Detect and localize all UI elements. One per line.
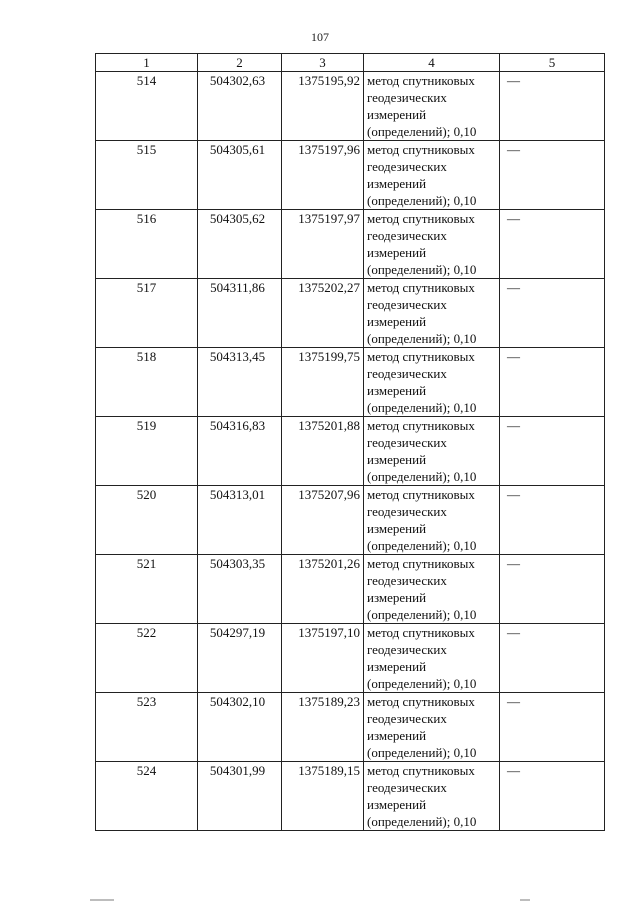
method-text-line: метод спутниковых (367, 73, 475, 88)
method-cell (364, 624, 500, 693)
method-text-line: (определений); 0,10 (367, 193, 477, 208)
table-body (96, 72, 605, 831)
table-row (96, 279, 605, 348)
y-coordinate-cell: 1375199,75 (282, 348, 364, 417)
description-cell: — (500, 555, 605, 624)
page-number: 107 (311, 30, 329, 44)
y-coordinate-cell: 1375197,10 (282, 624, 364, 693)
method-text-line: метод спутниковых (367, 280, 475, 295)
description-cell: — (500, 486, 605, 555)
method-text-line: измерений (367, 590, 427, 605)
method-text-line: (определений); 0,10 (367, 814, 477, 829)
table-row (96, 555, 605, 624)
x-coordinate-cell: 504303,35 (198, 555, 282, 624)
column-header: 2 (198, 54, 282, 72)
x-coordinate-cell: 504313,01 (198, 486, 282, 555)
method-text-line: геодезических (367, 159, 447, 174)
x-coordinate-cell: 504301,99 (198, 762, 282, 831)
method-text-line: (определений); 0,10 (367, 469, 477, 484)
scan-artifact-mark (90, 899, 114, 901)
table-row (96, 762, 605, 831)
point-number-cell: 523 (96, 693, 198, 762)
table-row (96, 348, 605, 417)
method-text-line: геодезических (367, 642, 447, 657)
column-header: 4 (364, 54, 500, 72)
table-row (96, 210, 605, 279)
point-number-cell: 518 (96, 348, 198, 417)
description-cell: — (500, 72, 605, 141)
table-header-row (96, 54, 605, 72)
method-text-line: метод спутниковых (367, 487, 475, 502)
point-number-cell: 522 (96, 624, 198, 693)
method-cell (364, 279, 500, 348)
coordinates-table (95, 53, 605, 831)
method-cell (364, 417, 500, 486)
method-text-line: метод спутниковых (367, 763, 475, 778)
table-row (96, 693, 605, 762)
x-coordinate-cell: 504313,45 (198, 348, 282, 417)
description-cell: — (500, 210, 605, 279)
method-cell (364, 693, 500, 762)
x-coordinate-cell: 504302,63 (198, 72, 282, 141)
method-text-line: измерений (367, 314, 427, 329)
method-text-line: метод спутниковых (367, 694, 475, 709)
description-cell: — (500, 624, 605, 693)
y-coordinate-cell: 1375197,96 (282, 141, 364, 210)
method-text-line: геодезических (367, 90, 447, 105)
method-text-line: (определений); 0,10 (367, 538, 477, 553)
y-coordinate-cell: 1375189,23 (282, 693, 364, 762)
y-coordinate-cell: 1375195,92 (282, 72, 364, 141)
method-text-line: (определений); 0,10 (367, 331, 477, 346)
x-coordinate-cell: 504302,10 (198, 693, 282, 762)
point-number-cell: 515 (96, 141, 198, 210)
description-cell: — (500, 141, 605, 210)
x-coordinate-cell: 504305,61 (198, 141, 282, 210)
method-text-line: (определений); 0,10 (367, 745, 477, 760)
method-text-line: геодезических (367, 504, 447, 519)
y-coordinate-cell: 1375189,15 (282, 762, 364, 831)
description-cell: — (500, 348, 605, 417)
y-coordinate-cell: 1375202,27 (282, 279, 364, 348)
method-text-line: геодезических (367, 435, 447, 450)
method-cell (364, 348, 500, 417)
point-number-cell: 519 (96, 417, 198, 486)
method-text-line: измерений (367, 245, 427, 260)
point-number-cell: 524 (96, 762, 198, 831)
column-header: 5 (500, 54, 605, 72)
x-coordinate-cell: 504305,62 (198, 210, 282, 279)
table-row (96, 72, 605, 141)
description-cell: — (500, 762, 605, 831)
y-coordinate-cell: 1375207,96 (282, 486, 364, 555)
method-cell (364, 762, 500, 831)
method-text-line: (определений); 0,10 (367, 400, 477, 415)
method-text-line: измерений (367, 383, 427, 398)
x-coordinate-cell: 504311,86 (198, 279, 282, 348)
x-coordinate-cell: 504316,83 (198, 417, 282, 486)
column-header: 3 (282, 54, 364, 72)
column-header: 1 (96, 54, 198, 72)
method-text-line: метод спутниковых (367, 349, 475, 364)
method-text-line: метод спутниковых (367, 418, 475, 433)
method-cell (364, 210, 500, 279)
y-coordinate-cell: 1375201,26 (282, 555, 364, 624)
y-coordinate-cell: 1375201,88 (282, 417, 364, 486)
description-cell: — (500, 279, 605, 348)
table-row (96, 417, 605, 486)
table-row (96, 486, 605, 555)
method-text-line: измерений (367, 176, 427, 191)
method-cell (364, 486, 500, 555)
method-text-line: метод спутниковых (367, 625, 475, 640)
method-text-line: геодезических (367, 297, 447, 312)
method-cell (364, 72, 500, 141)
method-text-line: измерений (367, 452, 427, 467)
description-cell: — (500, 417, 605, 486)
method-text-line: измерений (367, 728, 427, 743)
table-row (96, 141, 605, 210)
point-number-cell: 516 (96, 210, 198, 279)
method-text-line: геодезических (367, 573, 447, 588)
method-text-line: (определений); 0,10 (367, 124, 477, 139)
method-text-line: геодезических (367, 366, 447, 381)
point-number-cell: 520 (96, 486, 198, 555)
scan-artifact-mark (520, 899, 530, 901)
method-text-line: геодезических (367, 228, 447, 243)
method-text-line: метод спутниковых (367, 142, 475, 157)
method-cell (364, 555, 500, 624)
method-text-line: измерений (367, 521, 427, 536)
method-text-line: метод спутниковых (367, 556, 475, 571)
method-text-line: (определений); 0,10 (367, 607, 477, 622)
point-number-cell: 517 (96, 279, 198, 348)
table-row (96, 624, 605, 693)
point-number-cell: 514 (96, 72, 198, 141)
method-cell (364, 141, 500, 210)
method-text-line: (определений); 0,10 (367, 676, 477, 691)
point-number-cell: 521 (96, 555, 198, 624)
x-coordinate-cell: 504297,19 (198, 624, 282, 693)
method-text-line: метод спутниковых (367, 211, 475, 226)
method-text-line: (определений); 0,10 (367, 262, 477, 277)
method-text-line: измерений (367, 107, 427, 122)
description-cell: — (500, 693, 605, 762)
method-text-line: измерений (367, 659, 427, 674)
method-text-line: геодезических (367, 711, 447, 726)
method-text-line: геодезических (367, 780, 447, 795)
method-text-line: измерений (367, 797, 427, 812)
y-coordinate-cell: 1375197,97 (282, 210, 364, 279)
